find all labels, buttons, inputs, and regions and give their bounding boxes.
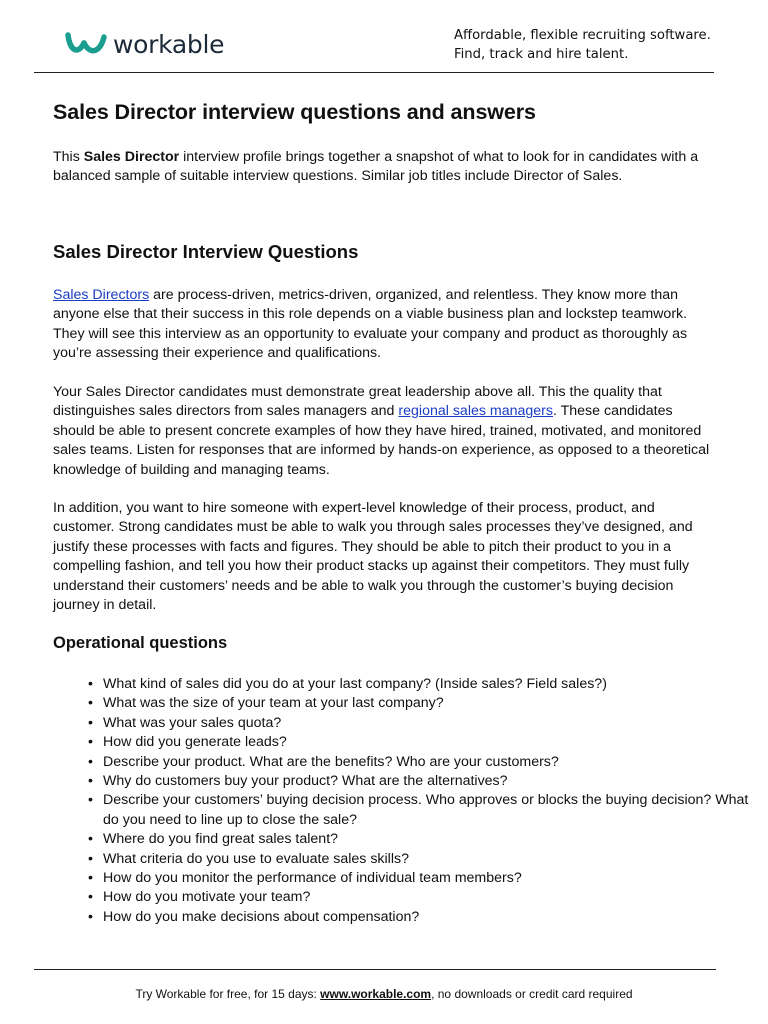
header-tagline — [454, 26, 714, 64]
tagline-line-2-text: Find, track and — [454, 47, 557, 62]
footer-post: , no downloads or credit card required — [431, 987, 633, 1001]
page-title: Sales Director interview questions and answers — [53, 100, 536, 124]
intro-paragraph — [53, 148, 718, 187]
list-item: • Describe your product. What are the benefits? Who are your customers? — [103, 753, 768, 772]
list-item: • What was your sales quota? — [103, 714, 768, 733]
sales-directors-link[interactable]: Sales Directors — [53, 287, 150, 303]
tagline-line-1: Affordable, flexible recruiting software. — [454, 28, 711, 43]
section-heading: Sales Director Interview Questions — [53, 241, 359, 262]
operational-heading: Operational questions — [53, 634, 228, 652]
logo-text: workable — [113, 29, 225, 59]
paragraph-1 — [53, 286, 718, 364]
list-item: • How do you make decisions about compensation? — [103, 908, 768, 927]
paragraph-2-pre: Your Sales Director candidates must demonstrate great leadership above all. This the quality that distinguishes sales directors from sales managers and — [53, 384, 662, 420]
regional-sales-managers-link[interactable]: regional sales managers — [398, 403, 553, 420]
list-item: • What kind of sales did you do at your last company? (Inside sales? Field sales?) — [103, 675, 768, 694]
page-footer — [0, 987, 768, 1001]
list-item: • How did you generate leads? — [103, 733, 768, 752]
paragraph-3: In addition, you want to hire someone with expert-level knowledge of their process, product, and customer. Strong candidates must be able to walk you through sales processes they’ve designed, and justify these processes with facts and figures. They should be able to pitch their product to you in a compelling fashion, and tell you how their product stacks up against their competitors. They must fully understand their customers’ needs and be able to walk you through the customer’s buying decision journey in detail. — [53, 500, 693, 614]
paragraph-2-post: . These candidates should be able to present concrete examples of how they have hired, trained, motivated, and monitored sales teams. Listen for responses that are informed by hands-on experience, as opposed to a theoretical knowledge of building and managing teams. — [53, 403, 710, 478]
workable-logo[interactable] — [64, 29, 224, 59]
tagline-line-2 — [454, 45, 714, 64]
tagline-line-2-bold: hire talent. — [556, 47, 629, 62]
list-item: • How do you motivate your team? — [103, 888, 768, 907]
workable-logo-icon — [64, 29, 110, 59]
footer-link[interactable]: www.workable.com — [320, 987, 432, 1001]
list-item: • How do you monitor the performance of individual team members? — [103, 869, 768, 888]
intro-pre: This — [53, 149, 84, 165]
operational-questions-list — [53, 675, 768, 927]
list-item: • Where do you find great sales talent? — [103, 830, 768, 849]
footer-pre: Try Workable for free, for 15 days: — [135, 987, 321, 1001]
footer-divider — [34, 969, 716, 970]
paragraph-2 — [53, 383, 718, 480]
intro-post: interview profile brings together a snapshot of what to look for in candidates with a balanced sample of suitable interview questions. Similar job titles include Director of Sales. — [53, 149, 699, 185]
intro-bold: Sales Director — [83, 149, 180, 165]
list-item: • What was the size of your team at your last company? — [103, 694, 768, 713]
page-header — [34, 22, 714, 73]
list-item: • What criteria do you use to evaluate sales skills? — [103, 850, 768, 869]
paragraph-1-text: are process-driven, metrics-driven, organized, and relentless. They know more than anyone else that their success in this role depends on a viable business plan and lockstep teamwork. They will see this interview as an opportunity to evaluate your company and product as thoroughly as you’re assessing their experience and qualifications. — [53, 287, 688, 362]
list-item: • Why do customers buy your product? What are the alternatives? — [103, 772, 768, 791]
list-item: • Describe your customers’ buying decision process. Who approves or blocks the buying decision? What do you need to line up to close the sale? — [103, 791, 768, 830]
